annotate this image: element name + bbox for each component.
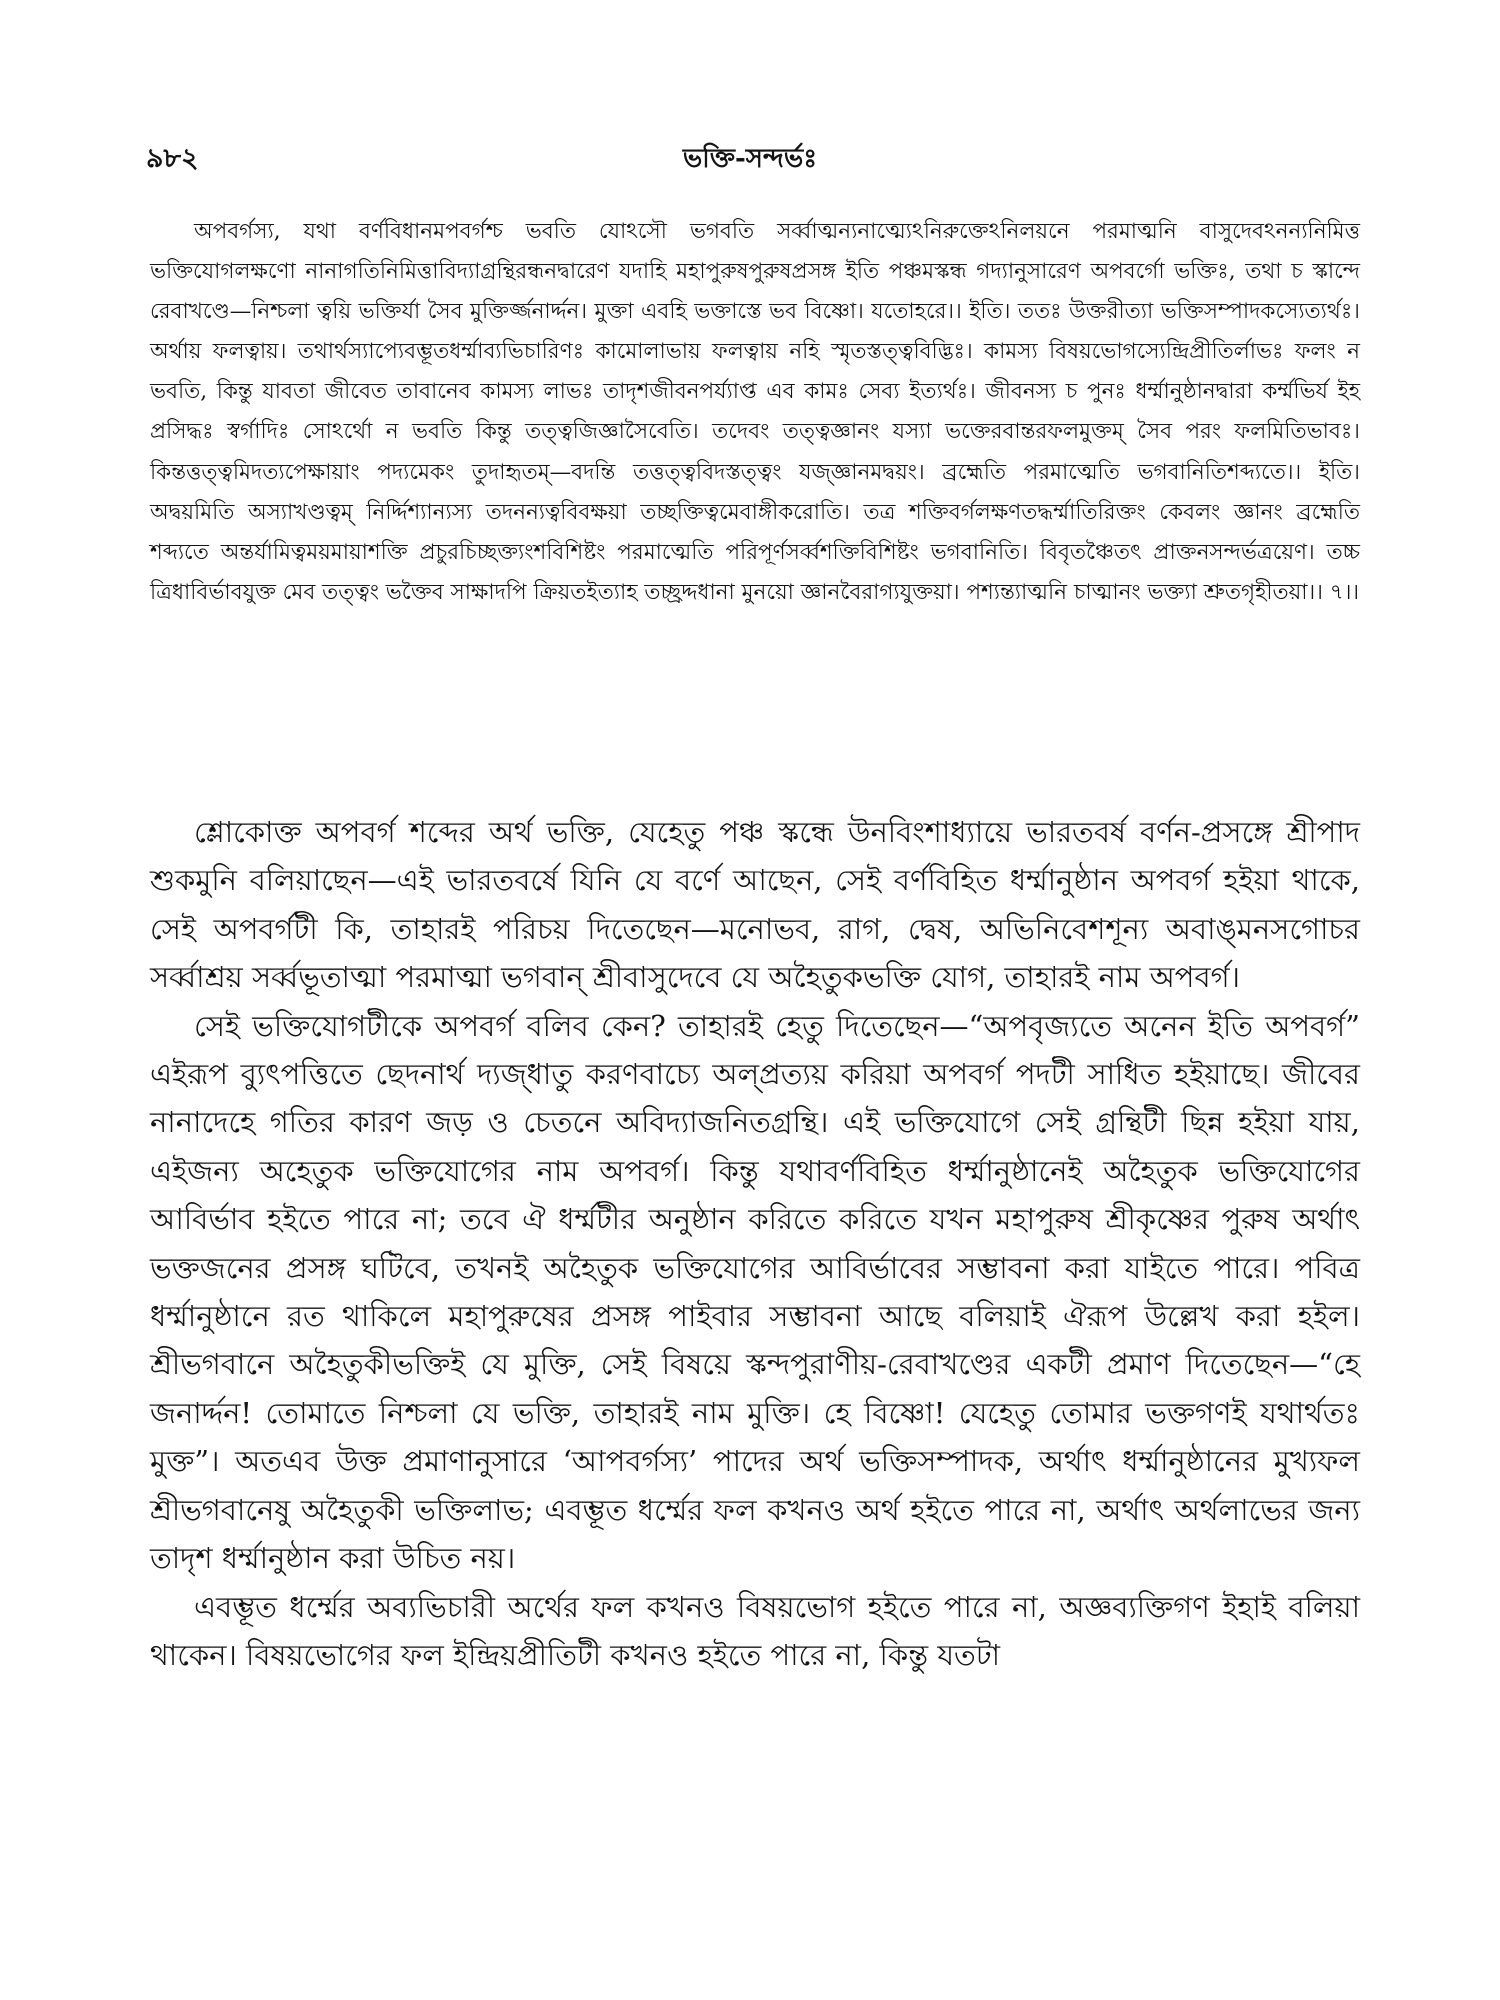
bengali-translation bbox=[150, 808, 1360, 1679]
page-header bbox=[140, 138, 1360, 178]
page-number: ৯৮২ bbox=[146, 143, 199, 174]
translation-paragraph: সেই ভক্তিযোগটীকে অপবর্গ বলিব কেন? তাহারই হেতু দিতেছেন—“অপবৃজ্যতে অনেন ইতি অপবর্গ” এইরূপ ব্যুৎপত্তিতে ছেদনার্থ দ্যজ্‌ধাতু করণবাচ্যে অল্‌প্রত্যয় করিয়া অপবর্গ পদটী সাধিত হইয়াছে। জীবের নানাদেহে গতির কারণ জড় ও চেতনে অবিদ্যাজনিতগ্রন্থি। এই ভক্তিযোগে সেই গ্রন্থিটী ছিন্ন হইয়া যায়, এইজন্য অহেতুক ভক্তিযোগের নাম অপবর্গ। কিন্তু যথাবর্ণবিহিত ধর্ম্মানুষ্ঠানেই অহৈতুক ভক্তিযোগের আবির্ভাব হইতে পারে না; তবে ঐ ধর্ম্মটীর অনুষ্ঠান করিতে করিতে যখন মহাপুরুষ শ্রীকৃষ্ণের পুরুষ অর্থাৎ ভক্তজনের প্রসঙ্গ ঘটিবে, তখনই অহৈতুক ভক্তিযোগের আবির্ভাবের সম্ভাবনা করা যাইতে পারে। পবিত্র ধর্ম্মানুষ্ঠানে রত থাকিলে মহাপুরুষের প্রসঙ্গ পাইবার সম্ভাবনা আছে বলিয়াই ঐরূপ উল্লেখ করা হইল। শ্রীভগবানে অহৈতুকীভক্তিই যে মুক্তি, সেই বিষয়ে স্কন্দপুরাণীয়-রেবাখণ্ডের একটী প্রমাণ দিতেছেন—“হে জনার্দ্দন! তোমাতে নিশ্চলা যে ভক্তি, তাহারই নাম মুক্তি। হে বিষ্ণো! যেহেতু তোমার ভক্তগণই যথার্থতঃ মুক্ত”। অতএব উক্ত প্রমাণানুসারে ‘আপবর্গস্য’ পাদের অর্থ ভক্তিসম্পাদক, অর্থাৎ ধর্ম্মানুষ্ঠানের মুখ্যফল শ্রীভগবানেষু অহৈতুকী ভক্তিলাভ; এবম্ভূত ধর্ম্মের ফল কখনও অর্থ হইতে পারে না, অর্থাৎ অর্থলাভের জন্য তাদৃশ ধর্ম্মানুষ্ঠান করা উচিত নয়। bbox=[150, 1008, 1360, 1576]
translation-paragraph: শ্লোকোক্ত অপবর্গ শব্দের অর্থ ভক্তি, যেহেতু পঞ্চ স্কন্ধে উনবিংশাধ্যায়ে ভারতবর্ষ বর্ণন-প্রসঙ্গে শ্রীপাদ শুকমুনি বলিয়াছেন—এই ভারতবর্ষে যিনি যে বর্ণে আছেন, সেই বর্ণবিহিত ধর্ম্মানুষ্ঠান অপবর্গ হইয়া থাকে, সেই অপবর্গটী কি, তাহারই পরিচয় দিতেছেন—মনোভব, রাগ, দ্বেষ, অভিনিবেশশূন্য অবাঙ্‌মনসগোচর সর্ব্বাশ্রয় সর্ব্বভূতাত্মা পরমাত্মা ভগবান্ শ্রীবাসুদেবে যে অহৈতুকভক্তি যোগ, তাহারই নাম অপবর্গ। bbox=[150, 815, 1360, 995]
translation-paragraph: এবম্ভূত ধর্ম্মের অব্যভিচারী অর্থের ফল কখনও বিষয়ভোগ হইতে পারে না, অজ্ঞব্যক্তিগণ ইহাই বলিয়া থাকেন। বিষয়ভোগের ফল ইন্দ্রিয়প্রীতিটী কখনও হইতে পারে না, কিন্তু যতটা bbox=[150, 1589, 1360, 1672]
running-title: ভক্তি-সন্দর্ভঃ bbox=[682, 144, 818, 174]
sanskrit-commentary: অপবর্গস্য, যথা বর্ণবিধানমপবর্গশ্চ ভবতি যোঽসৌ ভগবতি সর্ব্বাত্মন্যনাত্ম্যেঽনিরুক্তেঽনিলয়নে পরমাত্মনি বাসুদেবঽনন্যনিমিত্ত ভক্তিযোগলক্ষণো নানাগতিনিমিত্তাবিদ্যাগ্রন্থিরন্ধনদ্বারেণ যদাহি মহাপুরুষপুরুষপ্রসঙ্গ ইতি পঞ্চমস্কন্ধ গদ্যানুসারেণ অপবর্গো ভক্তিঃ, তথা চ স্কান্দে রেবাখণ্ডে—নিশ্চলা ত্বয়ি ভক্তির্যা সৈব মুক্তির্জ্জনার্দ্দন। মুক্তা এবহি ভক্তাস্তে ভব বিষ্ণো। যতোহরে।। ইতি। ততঃ উক্তরীত্যা ভক্তিসম্পাদকস্যেত্যর্থঃ। অর্থায় ফলত্বায়। তথার্থস্যাপ্যেবম্ভূতধর্ম্মাব্যভিচারিণঃ কামোলাভায় ফলত্বায় নহি স্মৃতস্তত্ত্ববিদ্ভিঃ। কামস্য বিষয়ভোগস্যেন্দ্রিপ্রীতির্লাভঃ ফলং ন ভবতি, কিন্তু যাবতা জীবেত তাবানেব কামস্য লাভঃ তাদৃশজীবনপর্য্যাপ্ত এব কামঃ সেব্য ইত্যর্থঃ। জীবনস্য চ পুনঃ ধর্ম্মানুষ্ঠানদ্বারা কর্ম্মভির্য ইহ প্রসিদ্ধঃ স্বর্গাদিঃ সোঽর্থো ন ভবতি কিন্তু তত্ত্বজিজ্ঞাসৈবেতি। তদেবং তত্ত্বজ্ঞানং যস্যা ভক্তেরবান্তরফলমুক্তম্ সৈব পরং ফলমিতিভাবঃ। কিন্তত্তত্ত্বমিদত্যপেক্ষায়াং পদ্যমেকং তুদাহৃতম্—বদন্তি তত্তত্ত্ববিদস্তত্ত্বং যজ্জ্ঞানমদ্বয়ং। ব্রহ্মেতি পরমাত্মেতি ভগবানিতিশব্দ্যতে।। ইতি। অদ্বয়মিতি অস্যাখণ্ডত্বম্ নির্দ্দিশ্যান্যস্য তদনন্যত্ববিবক্ষয়া তচ্ছক্তিত্বমেবাঙ্গীকরোতি। তত্র শক্তিবর্গলক্ষণতদ্ধর্ম্মাতিরিক্তং কেবলং জ্ঞানং ব্রহ্মেতি শব্দ্যতে অন্তর্যামিত্বময়মায়াশক্তি প্রচুরচিচ্ছক্ত্যংশবিশিষ্টং পরমাত্মেতি পরিপূর্ণসর্ব্বশক্তিবিশিষ্টং ভগবানিতি। বিবৃতঞ্চৈতৎ প্রাক্তনসন্দর্ভত্রয়েণ। তচ্চ ত্রিধাবির্ভাবযুক্ত মেব তত্ত্বং ভক্তৈব সাক্ষাদপি ক্রিয়তইত্যাহ তচ্ছ্রদ্দধানা মুনয়ো জ্ঞানবৈরাগ্যযুক্তয়া। পশ্যন্ত্যাত্মনি চাত্মানং ভক্ত্যা শ্রুতগৃহীতয়া।। ৭।। bbox=[150, 219, 1360, 605]
